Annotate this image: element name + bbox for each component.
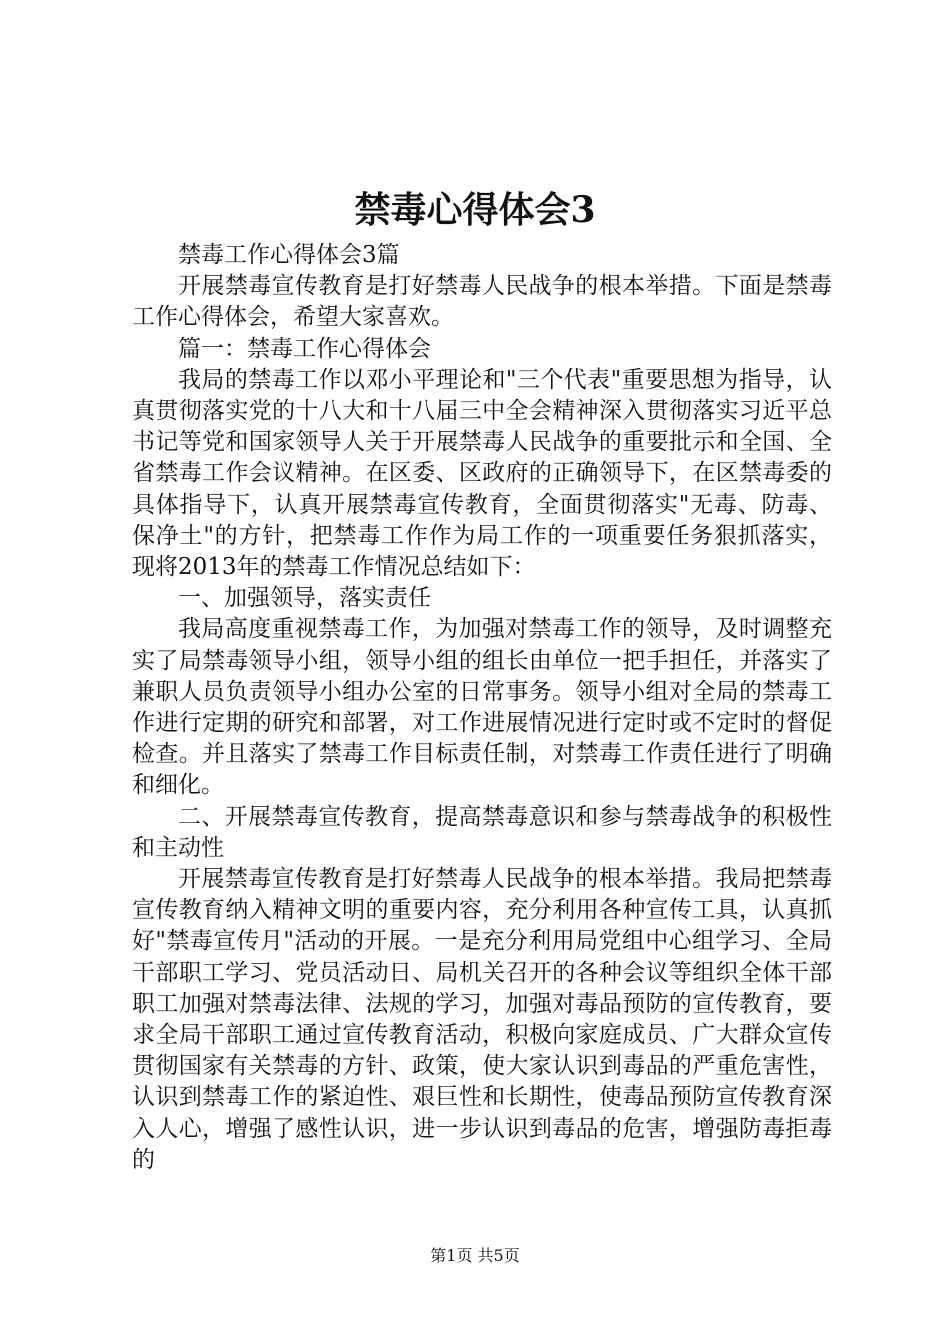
- paragraph-section-one-body: 我局高度重视禁毒工作，为加强对禁毒工作的领导，及时调整充实了局禁毒领导小组，领导小组的组长由单位一把手担任，并落实了兼职人员负责领导小组办公室的日常事务。领导小组对全局的禁毒工作进行定期的研究和部署，对工作进展情况进行定时或不定时的督促检查。并且落实了禁毒工作目标责任制，对禁毒工作责任进行了明确和细化。: [132, 616, 832, 799]
- paragraph-subtitle: 禁毒工作心得体会3篇: [178, 242, 400, 268]
- paragraph-section-one-heading: 一、加强领导，落实责任: [178, 585, 431, 612]
- paragraph-part-one-heading: 篇一：禁毒工作心得体会: [178, 335, 431, 362]
- page-footer: 第1页 共5页: [430, 1246, 520, 1265]
- paragraph-section-two-heading: 二、开展禁毒宣传教育，提高禁毒意识和参与禁毒战争的积极性和主动性: [132, 803, 832, 861]
- paragraph-overview: 我局的禁毒工作以邓小平理论和"三个代表"重要思想为指导，认真贯彻落实党的十八大和十八届三中全会精神深入贯彻落实习近平总书记等党和国家领导人关于开展禁毒人民战争的重要批示和全国、全省禁毒工作会议精神。在区委、区政府的正确领导下，在区禁毒委的具体指导下，认真开展禁毒宣传教育，全面贯彻落实"无毒、防毒、保净土"的方针，把禁毒工作作为局工作的一项重要任务狠抓落实，现将2013年的禁毒工作情况总结如下：: [132, 366, 832, 581]
- paragraph-section-two-body: 开展禁毒宣传教育是打好禁毒人民战争的根本举措。我局把禁毒宣传教育纳入精神文明的重要内容，充分利用各种宣传工具，认真抓好"禁毒宣传月"活动的开展。一是充分利用局党组中心组学习、全局干部职工学习、党员活动日、局机关召开的各种会议等组织全体干部职工加强对禁毒法律、法规的学习，加强对毒品预防的宣传教育，要求全局干部职工通过宣传教育活动，积极向家庭成员、广大群众宣传贯彻国家有关禁毒的方针、政策，使大家认识到毒品的严重危害性，认识到禁毒工作的紧迫性、艰巨性和长期性，使毒品预防宣传教育深入人心，增强了感性认识，进一步认识到毒品的危害，增强防毒拒毒的: [132, 866, 832, 1173]
- paragraph-intro: 开展禁毒宣传教育是打好禁毒人民战争的根本举措。下面是禁毒工作心得体会，希望大家喜欢。: [132, 273, 832, 331]
- document-body: [132, 240, 832, 1176]
- page-title: 禁毒心得体会3: [354, 189, 596, 231]
